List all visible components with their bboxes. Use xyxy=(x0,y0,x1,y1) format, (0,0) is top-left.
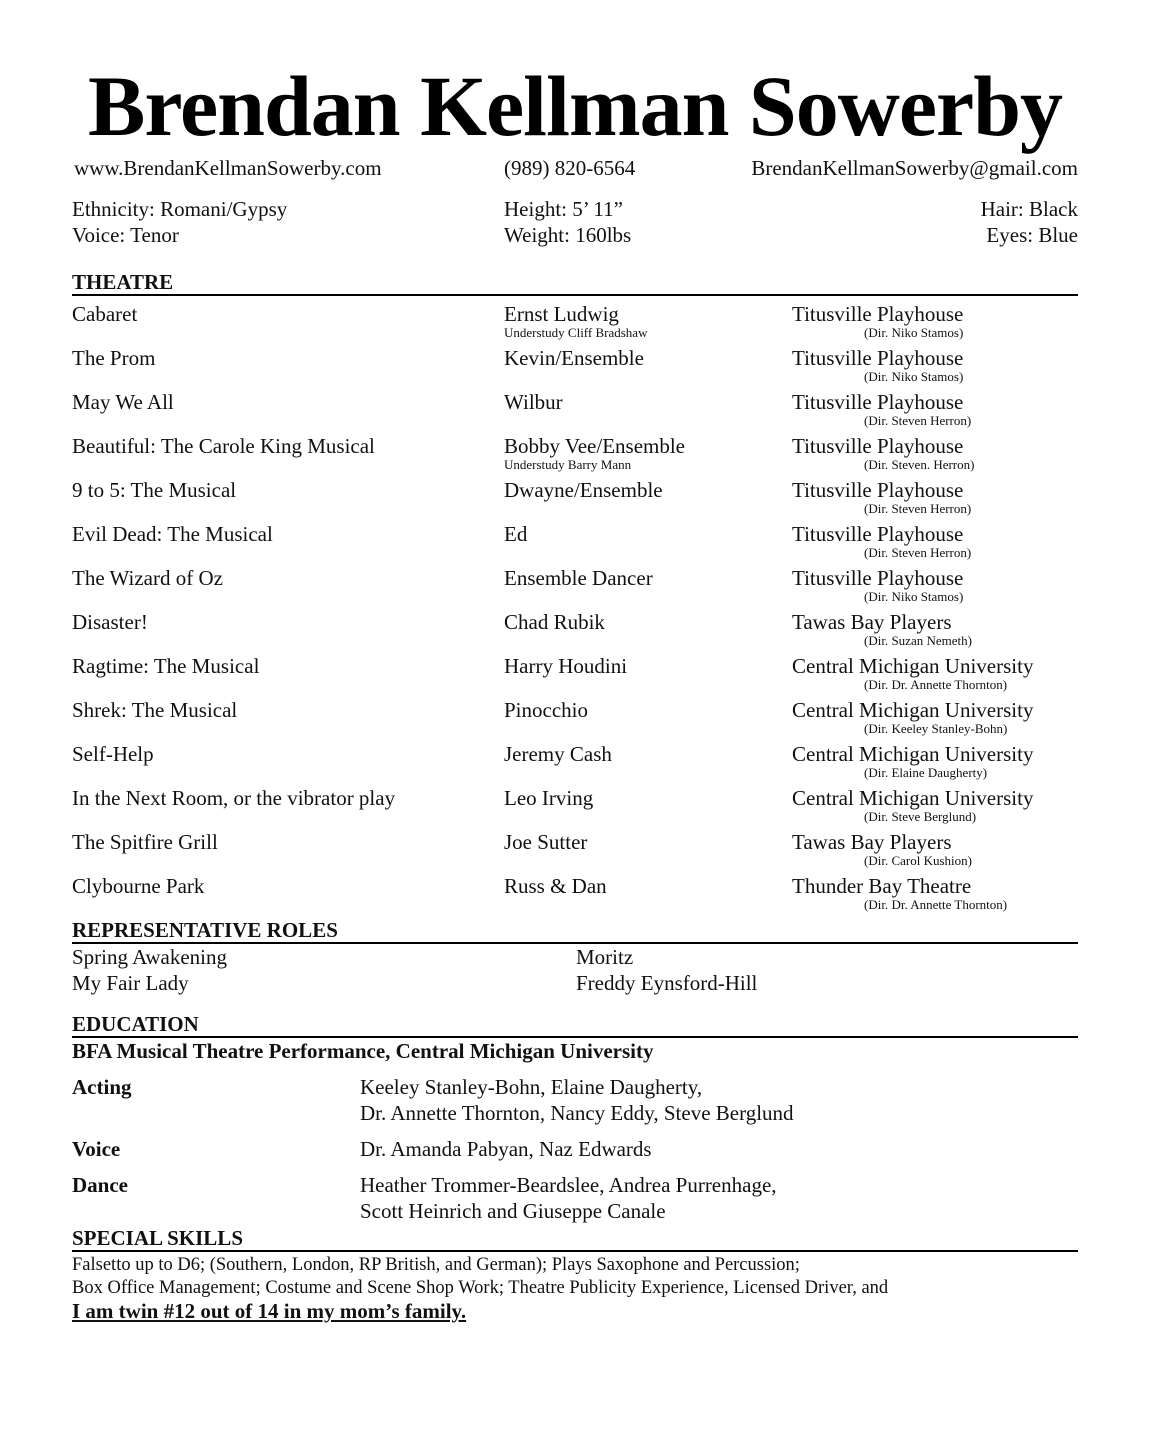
venue-name: Titusville Playhouse xyxy=(792,522,964,546)
theatre-credit-row xyxy=(72,302,1078,346)
show-title: May We All xyxy=(72,390,174,414)
show-title: Self-Help xyxy=(72,742,154,766)
venue-cell xyxy=(792,390,1078,434)
venue-cell xyxy=(792,434,1078,478)
show-title: Disaster! xyxy=(72,610,148,634)
venue-name: Titusville Playhouse xyxy=(792,478,964,502)
director-credit: (Dir. Elaine Daugherty) xyxy=(864,765,988,780)
venue-cell xyxy=(792,874,1078,918)
role-name: Chad Rubik xyxy=(504,610,605,634)
theatre-credit-row xyxy=(72,698,1078,742)
director-credit: (Dir. Keeley Stanley-Bohn) xyxy=(864,721,1008,736)
email-link[interactable]: BrendanKellmanSowerby@gmail.com xyxy=(751,155,1078,180)
director-credit: (Dir. Suzan Nemeth) xyxy=(864,633,972,648)
venue-name: Titusville Playhouse xyxy=(792,434,964,458)
director-credit: (Dir. Steven. Herron) xyxy=(864,457,975,472)
contact-row xyxy=(72,154,1078,182)
role-cell xyxy=(504,874,792,918)
director-credit: (Dir. Dr. Annette Thornton) xyxy=(864,897,1008,912)
venue-name: Central Michigan University xyxy=(792,786,1034,810)
venue-name: Titusville Playhouse xyxy=(792,566,964,590)
theatre-credit-row xyxy=(72,610,1078,654)
theatre-credit-row xyxy=(72,874,1078,918)
resume-page xyxy=(72,60,1078,1325)
understudy-note: Understudy Cliff Bradshaw xyxy=(504,325,648,340)
venue-name: Central Michigan University xyxy=(792,742,1034,766)
rep-role: Freddy Eynsford-Hill xyxy=(576,971,758,995)
theatre-credit-row xyxy=(72,830,1078,874)
education-teachers xyxy=(360,1172,1078,1224)
representative-roles-heading: REPRESENTATIVE ROLES xyxy=(72,918,1078,944)
education-row-dance xyxy=(72,1172,1078,1224)
show-title: The Wizard of Oz xyxy=(72,566,223,590)
rep-show: Spring Awakening xyxy=(72,945,227,969)
teachers-line: Dr. Annette Thornton, Nancy Eddy, Steve Berglund xyxy=(360,1101,794,1125)
role-name: Ensemble Dancer xyxy=(504,566,653,590)
applicant-name: Brendan Kellman Sowerby xyxy=(87,58,1063,154)
role-cell xyxy=(504,698,792,742)
role-cell xyxy=(504,302,792,346)
role-cell xyxy=(504,654,792,698)
venue-cell xyxy=(792,346,1078,390)
role-cell xyxy=(504,610,792,654)
venue-cell xyxy=(792,830,1078,874)
venue-name: Titusville Playhouse xyxy=(792,390,964,414)
role-name: Wilbur xyxy=(504,390,563,414)
role-cell xyxy=(504,390,792,434)
venue-cell xyxy=(792,478,1078,522)
theatre-credit-row xyxy=(72,434,1078,478)
eyes: Eyes: Blue xyxy=(986,223,1078,247)
venue-cell xyxy=(792,522,1078,566)
show-title: The Prom xyxy=(72,346,156,370)
rep-show: My Fair Lady xyxy=(72,971,189,995)
show-title: In the Next Room, or the vibrator play xyxy=(72,786,396,810)
role-cell xyxy=(504,346,792,390)
role-name: Russ & Dan xyxy=(504,874,607,898)
special-skills-heading: SPECIAL SKILLS xyxy=(72,1226,1078,1252)
venue-name: Tawas Bay Players xyxy=(792,610,952,634)
director-credit: (Dir. Steve Berglund) xyxy=(864,809,977,824)
show-title: Cabaret xyxy=(72,302,138,326)
website-link[interactable]: www.BrendanKellmanSowerby.com xyxy=(74,155,382,180)
special-skills xyxy=(72,1254,1078,1325)
venue-name: Titusville Playhouse xyxy=(792,302,964,326)
venue-cell xyxy=(792,610,1078,654)
director-credit: (Dir. Steven Herron) xyxy=(864,501,972,516)
show-title: Clybourne Park xyxy=(72,874,205,898)
education-label: Dance xyxy=(72,1173,128,1197)
director-credit: (Dir. Niko Stamos) xyxy=(864,589,964,604)
venue-name: Tawas Bay Players xyxy=(792,830,952,854)
venue-cell xyxy=(792,566,1078,610)
show-title: 9 to 5: The Musical xyxy=(72,478,237,502)
education-label: Voice xyxy=(72,1137,121,1161)
role-name: Ed xyxy=(504,522,528,546)
skills-line: Box Office Management; Costume and Scene Shop Work; Theatre Publicity Experience, Licensed Driver, and xyxy=(72,1278,889,1298)
hair: Hair: Black xyxy=(980,197,1078,221)
skills-fun-fact: I am twin #12 out of 14 in my mom’s family. xyxy=(72,1299,467,1323)
show-title: Evil Dead: The Musical xyxy=(72,522,273,546)
education-label: Acting xyxy=(72,1075,132,1099)
role-cell xyxy=(504,478,792,522)
venue-name: Thunder Bay Theatre xyxy=(792,874,972,898)
theatre-credit-row xyxy=(72,390,1078,434)
show-title: Ragtime: The Musical xyxy=(72,654,260,678)
theatre-credit-row xyxy=(72,654,1078,698)
show-title: The Spitfire Grill xyxy=(72,830,218,854)
theatre-credits xyxy=(72,302,1078,918)
education-teachers xyxy=(360,1074,1078,1126)
weight: Weight: 160lbs xyxy=(504,223,632,247)
role-name: Harry Houdini xyxy=(504,654,628,678)
height: Height: 5’ 11” xyxy=(504,197,623,221)
role-cell xyxy=(504,830,792,874)
education-heading: EDUCATION xyxy=(72,1012,1078,1038)
role-cell xyxy=(504,434,792,478)
role-name: Ernst Ludwig xyxy=(504,302,619,326)
theatre-credit-row xyxy=(72,786,1078,830)
ethnicity: Ethnicity: Romani/Gypsy xyxy=(72,197,288,221)
voice-type: Voice: Tenor xyxy=(72,223,179,247)
venue-name: Titusville Playhouse xyxy=(792,346,964,370)
director-credit: (Dir. Carol Kushion) xyxy=(864,853,972,868)
phone-number: (989) 820-6564 xyxy=(504,155,636,180)
theatre-credit-row xyxy=(72,566,1078,610)
education-row-acting xyxy=(72,1074,1078,1126)
venue-cell xyxy=(792,302,1078,346)
role-name: Kevin/Ensemble xyxy=(504,346,644,370)
teachers-line: Scott Heinrich and Giuseppe Canale xyxy=(360,1199,666,1223)
role-name: Joe Sutter xyxy=(504,830,588,854)
venue-cell xyxy=(792,742,1078,786)
venue-cell xyxy=(792,654,1078,698)
role-name: Pinocchio xyxy=(504,698,588,722)
director-credit: (Dir. Niko Stamos) xyxy=(864,369,964,384)
theatre-credit-row xyxy=(72,478,1078,522)
venue-cell xyxy=(792,698,1078,742)
theatre-heading: THEATRE xyxy=(72,270,1078,296)
role-name: Bobby Vee/Ensemble xyxy=(504,434,686,458)
director-credit: (Dir. Niko Stamos) xyxy=(864,325,964,340)
physical-stats xyxy=(72,196,1078,248)
director-credit: (Dir. Steven Herron) xyxy=(864,545,972,560)
role-name: Jeremy Cash xyxy=(504,742,612,766)
role-name: Leo Irving xyxy=(504,786,594,810)
director-credit: (Dir. Steven Herron) xyxy=(864,413,972,428)
venue-name: Central Michigan University xyxy=(792,654,1034,678)
theatre-credit-row xyxy=(72,742,1078,786)
teachers-line: Keeley Stanley-Bohn, Elaine Daugherty, xyxy=(360,1075,703,1099)
role-cell xyxy=(504,786,792,830)
representative-roles xyxy=(72,944,1078,996)
teachers-line: Dr. Amanda Pabyan, Naz Edwards xyxy=(360,1137,652,1161)
venue-name: Central Michigan University xyxy=(792,698,1034,722)
role-cell xyxy=(504,742,792,786)
director-credit: (Dir. Dr. Annette Thornton) xyxy=(864,677,1008,692)
teachers-line: Heather Trommer-Beardslee, Andrea Purrenhage, xyxy=(360,1173,777,1197)
education-row-voice xyxy=(72,1136,1078,1162)
show-title: Beautiful: The Carole King Musical xyxy=(72,434,375,458)
skills-line: Falsetto up to D6; (Southern, London, RP British, and German); Plays Saxophone and Percussion; xyxy=(72,1255,800,1275)
role-cell xyxy=(504,566,792,610)
rep-role: Moritz xyxy=(576,945,634,969)
role-cell xyxy=(504,522,792,566)
theatre-credit-row xyxy=(72,346,1078,390)
show-title: Shrek: The Musical xyxy=(72,698,238,722)
role-name: Dwayne/Ensemble xyxy=(504,478,663,502)
theatre-credit-row xyxy=(72,522,1078,566)
venue-cell xyxy=(792,786,1078,830)
understudy-note: Understudy Barry Mann xyxy=(504,457,632,472)
degree: BFA Musical Theatre Performance, Central Michigan University xyxy=(72,1039,654,1063)
